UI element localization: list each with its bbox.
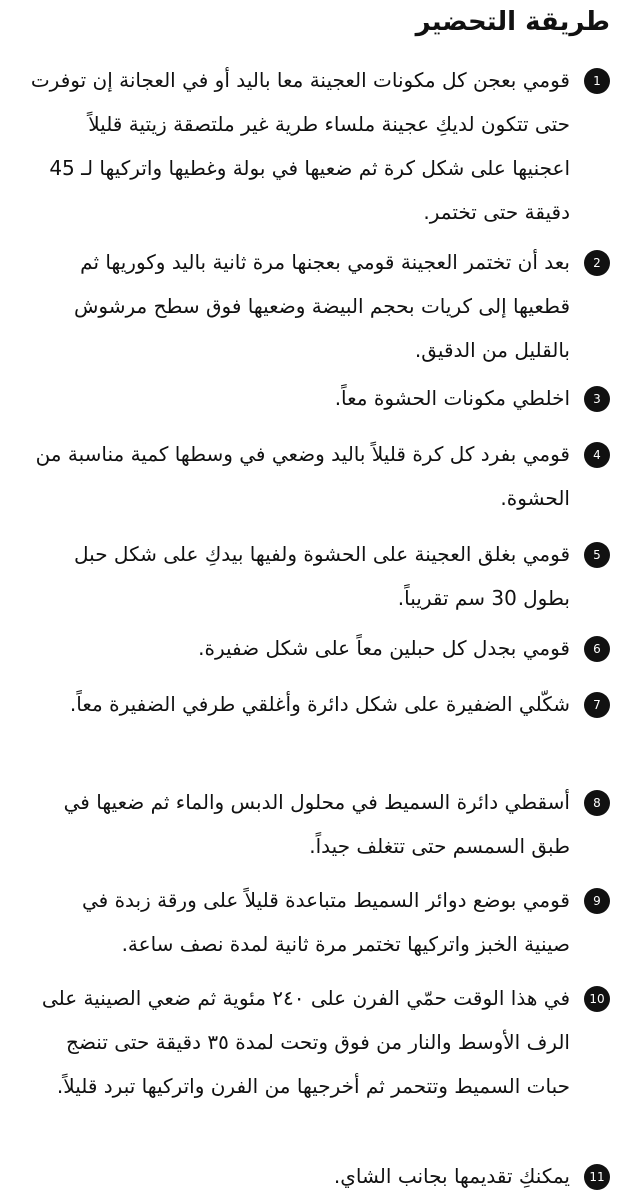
step-number-badge: 8 [584, 790, 610, 816]
step-text: قومي بوضع دوائر السميط متباعدة قليلاً على ورقة زبدة في صينية الخبز واتركيها تختمر مرة ثانية لمدة نصف ساعة. [81, 888, 570, 956]
step-number-badge: 10 [584, 986, 610, 1012]
step-number-badge: 2 [584, 250, 610, 276]
step-number-badge: 7 [584, 692, 610, 718]
step-number-badge: 3 [584, 386, 610, 412]
step-number-badge: 9 [584, 888, 610, 914]
step-number-badge: 6 [584, 636, 610, 662]
step-text: قومي بفرد كل كرة قليلاً باليد وضعي في وسطها كمية مناسبة من الحشوة. [35, 442, 570, 510]
step-text: قومي بعجن كل مكونات العجينة معا باليد أو في العجانة إن توفرت حتى تتكون لديكِ عجينة ملساء طرية غير ملتصقة زيتية قليلاً اعجنيها على شكل كرة ثم ضعيها في بولة وغطيها واتركيها لـ 45 دقيقة حتى تختمر. [30, 68, 570, 224]
step-text: بعد أن تختمر العجينة قومي بعجنها مرة ثانية باليد وكوريها ثم قطعيها إلى كريات بحجم البيضة وضعيها فوق سطح مرشوش بالقليل من الدقيق. [73, 250, 570, 362]
step-text: اخلطي مكونات الحشوة معاً. [334, 386, 570, 410]
step-number-badge: 11 [584, 1164, 610, 1190]
step-number-badge: 1 [584, 68, 610, 94]
step-number-badge: 5 [584, 542, 610, 568]
step-text: شكّلي الضفيرة على شكل دائرة وأغلقي طرفي الضفيرة معاً. [69, 692, 570, 716]
step-text: قومي بغلق العجينة على الحشوة ولفيها بيدكِ على شكل حبل بطول 30 سم تقريباً. [74, 542, 570, 610]
step-text: في هذا الوقت حمّي الفرن على ٢٤٠ مئوية ثم ضعي الصينية على الرف الأوسط والنار من فوق وتحت لمدة ٣٥ دقيقة حتى تنضج حبات السميط وتتحمر ثم أخرجيها من الفرن واتركيها تبرد قليلاً. [41, 986, 570, 1098]
step-text: يمكنكِ تقديمها بجانب الشاي. [333, 1164, 570, 1188]
step-number-badge: 4 [584, 442, 610, 468]
step-text: قومي بجدل كل حبلين معاً على شكل ضفيرة. [198, 636, 570, 660]
step-text: أسقطي دائرة السميط في محلول الدبس والماء ثم ضعيها في طبق السمسم حتى تتغلف جيداً. [63, 790, 570, 858]
page-title: طريقة التحضير [415, 7, 610, 37]
